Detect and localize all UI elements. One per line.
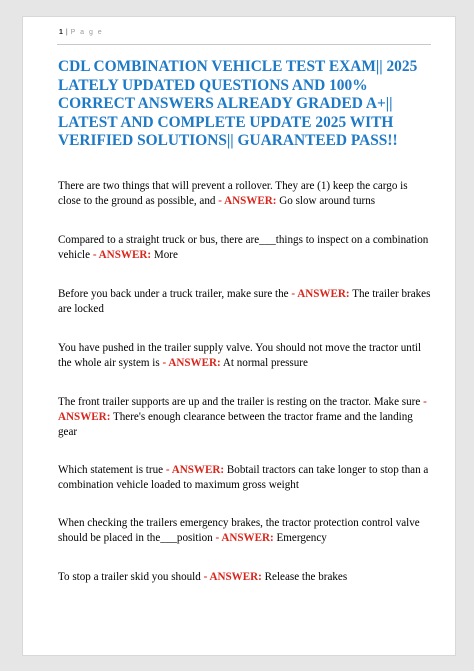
qa-item-5 — [58, 395, 433, 440]
answer-text: Go slow around turns — [279, 195, 376, 207]
answer-marker: - ANSWER: — [215, 532, 274, 544]
question-text: Before you back under a truck trailer, make sure the — [58, 288, 289, 300]
page-header — [59, 29, 103, 36]
answer-text: More — [153, 249, 178, 261]
document-title: CDL COMBINATION VEHICLE TEST EXAM|| 2025 LATELY UPDATED QUESTIONS AND 100% CORRECT ANSWERS ALREADY GRADED A+|| LATEST AND COMPLETE UPDATE 2025 WITH VERIFIED SOLUTIONS|| GUARANTEED PASS!! — [58, 58, 418, 149]
answer-text: Bobtail tractors can take longer to stop than a combination vehicle loaded to maximum gross weight — [58, 464, 429, 491]
qa-item-6 — [58, 463, 433, 493]
header-divider — [57, 44, 431, 45]
answer-marker: - ANSWER: — [162, 357, 221, 369]
qa-item-3 — [58, 287, 433, 317]
question-text: You have pushed in the trailer supply valve. You should not move the tractor until the whole air system is — [58, 342, 422, 369]
qa-item-2 — [58, 233, 433, 263]
answer-text: At normal pressure — [222, 357, 308, 369]
answer-text: The trailer brakes are locked — [58, 288, 431, 315]
question-text: The front trailer supports are up and the trailer is resting on the tractor. Make sure — [58, 396, 421, 408]
answer-marker: - ANSWER: — [203, 571, 262, 583]
page-separator: | — [63, 29, 71, 36]
question-text: There are two things that will prevent a rollover. They are (1) keep the cargo is close to the ground as possible, and — [58, 180, 408, 207]
question-text: Compared to a straight truck or bus, there are___things to inspect on a combination vehicle — [58, 234, 429, 261]
page-number: 1 — [59, 29, 64, 36]
answer-marker: - ANSWER: — [165, 464, 225, 476]
qa-item-1 — [58, 179, 433, 209]
qa-item-8 — [58, 570, 433, 585]
answer-text: Release the brakes — [264, 571, 348, 583]
qa-item-4 — [58, 341, 433, 371]
qa-item-7 — [58, 516, 433, 546]
question-text: To stop a trailer skid you should — [58, 571, 201, 583]
question-text: When checking the trailers emergency brakes, the tractor protection control valve should be placed in the___position — [58, 517, 420, 544]
answer-text: Emergency — [276, 532, 327, 544]
answer-marker: - ANSWER: — [218, 195, 277, 207]
page-label: P a g e — [70, 29, 104, 36]
answer-text: There's enough clearance between the tractor frame and the landing gear — [58, 411, 413, 438]
document-page — [22, 16, 456, 656]
question-text: Which statement is true — [58, 464, 164, 476]
answer-marker: - ANSWER: — [291, 288, 350, 300]
answer-marker: - ANSWER: — [92, 249, 152, 261]
answer-marker: - ANSWER: — [58, 396, 427, 423]
